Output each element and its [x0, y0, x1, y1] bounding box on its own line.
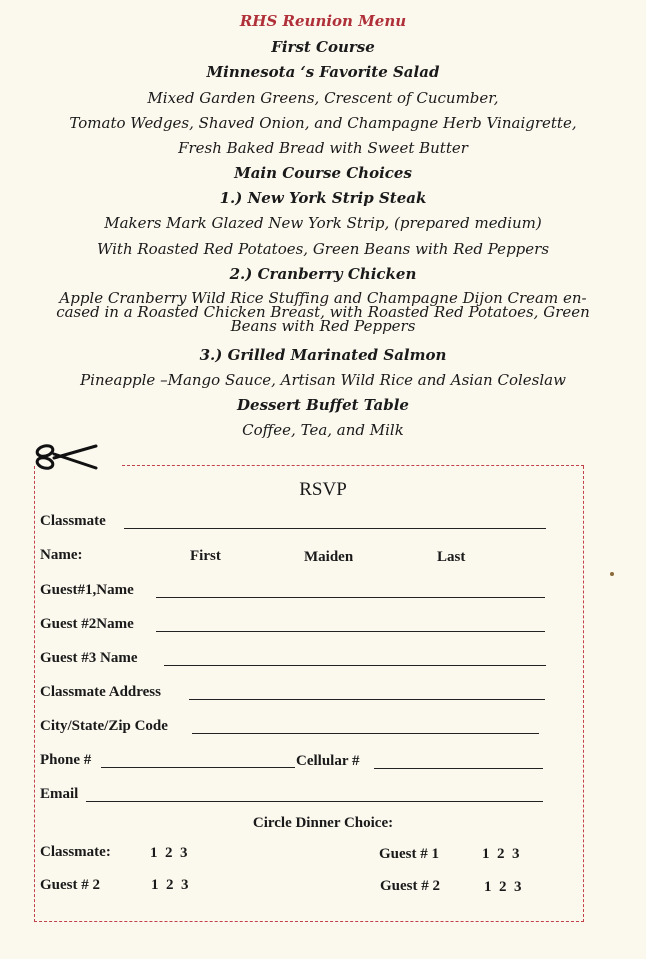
classmate-label: Classmate — [40, 513, 106, 529]
salad-name: Minnesota ‘s Favorite Salad — [206, 63, 440, 81]
email-field[interactable] — [86, 801, 543, 802]
guest2-choice-options[interactable]: 1 2 3 — [151, 877, 189, 893]
address-label: Classmate Address — [40, 684, 161, 700]
name-last-label: Last — [437, 549, 466, 565]
guest1-field[interactable] — [156, 597, 545, 598]
cell-field[interactable] — [374, 768, 543, 769]
choice1-title: 1.) New York Strip Steak — [219, 189, 427, 207]
name-maiden-label: Maiden — [304, 549, 354, 565]
choice1-description-line1: Makers Mark Glazed New York Strip, (prepared medium) — [104, 214, 542, 232]
choice3-description: Pineapple –Mango Sauce, Artisan Wild Rice and Asian Coleslaw — [80, 371, 566, 389]
choice1-description-line2: With Roasted Red Potatoes, Green Beans with Red Peppers — [96, 240, 550, 258]
guest2-choice-label: Guest # 2 — [40, 877, 100, 893]
salad-description-line1: Mixed Garden Greens, Crescent of Cucumber, — [147, 89, 499, 107]
address-field[interactable] — [189, 699, 545, 700]
dessert-heading: Dessert Buffet Table — [237, 396, 409, 414]
classmate-choice-options[interactable]: 1 2 3 — [150, 845, 188, 861]
choice2-title: 2.) Cranberry Chicken — [229, 265, 417, 283]
menu-title: RHS Reunion Menu — [239, 12, 407, 30]
cut-line-bottom — [34, 921, 584, 922]
guest2b-choice-label: Guest # 2 — [380, 878, 440, 894]
circle-dinner-choice-label: Circle Dinner Choice: — [252, 815, 394, 831]
city-field[interactable] — [192, 733, 539, 734]
salad-description-line2: Tomato Wedges, Shaved Onion, and Champagne Herb Vinaigrette, — [69, 114, 577, 132]
city-label: City/State/Zip Code — [40, 718, 168, 734]
guest2-label: Guest #2Name — [40, 616, 134, 632]
first-course-heading: First Course — [271, 38, 375, 56]
paper-speck — [610, 572, 614, 576]
classmate-field[interactable] — [124, 528, 546, 529]
bread-line: Fresh Baked Bread with Sweet Butter — [178, 139, 468, 157]
guest2b-choice-options[interactable]: 1 2 3 — [484, 879, 522, 895]
main-course-heading: Main Course Choices — [234, 164, 412, 182]
guest1-label: Guest#1,Name — [40, 582, 134, 598]
phone-field[interactable] — [101, 767, 295, 768]
name-label: Name: — [40, 547, 83, 563]
guest3-field[interactable] — [164, 665, 546, 666]
name-first-label: First — [190, 548, 221, 564]
cut-line-right — [583, 466, 584, 922]
guest1-choice-label: Guest # 1 — [379, 846, 439, 862]
cell-label: Cellular # — [296, 753, 360, 769]
classmate-choice-label: Classmate: — [40, 844, 111, 860]
phone-label: Phone # — [40, 752, 92, 768]
email-label: Email — [40, 786, 79, 802]
guest3-label: Guest #3 Name — [40, 650, 138, 666]
choice3-title: 3.) Grilled Marinated Salmon — [199, 346, 447, 364]
choice2-description: Apple Cranberry Wild Rice Stuffing and Champagne Dijon Cream en-cased in a Roasted Chicken Breast, with Roasted Red Potatoes, Green Beans with Red Peppers — [56, 289, 590, 335]
rsvp-title: RSVP — [299, 479, 347, 500]
drinks-line: Coffee, Tea, and Milk — [242, 421, 404, 439]
guest1-choice-options[interactable]: 1 2 3 — [482, 846, 520, 862]
guest2-field[interactable] — [156, 631, 545, 632]
